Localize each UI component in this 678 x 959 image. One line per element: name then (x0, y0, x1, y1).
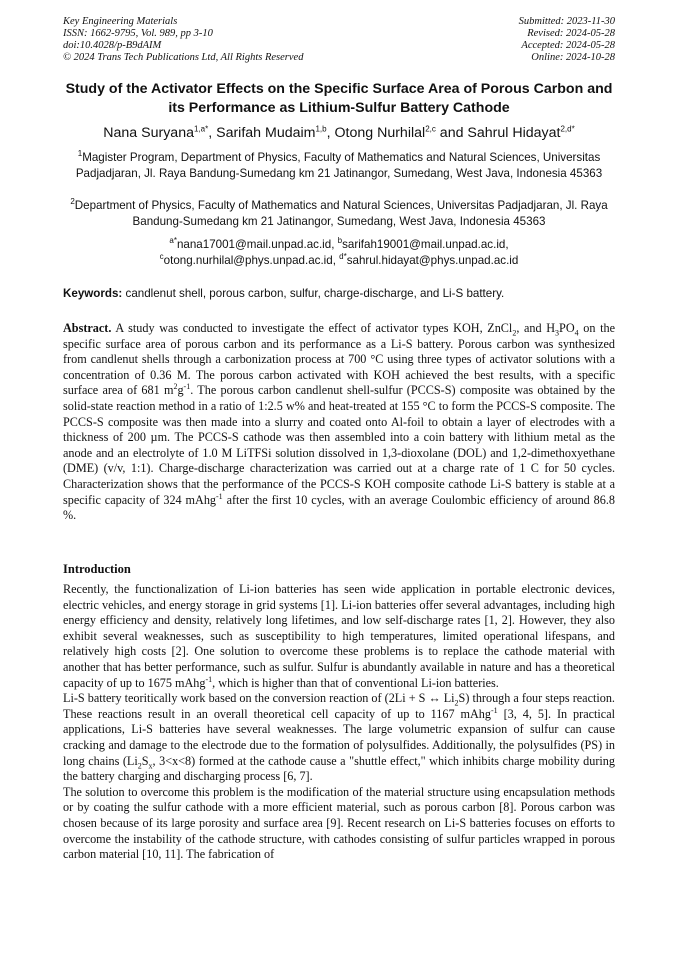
journal-header-right (519, 16, 615, 64)
superscript: 2 (173, 382, 178, 392)
section-heading-introduction: Introduction (63, 562, 131, 576)
affiliation-marker: 1 (77, 149, 83, 159)
author-list (40, 124, 638, 142)
keywords-label: Keywords: (63, 287, 123, 300)
email-link[interactable]: nana17001@mail.unpad.ac.id (176, 238, 332, 251)
abstract-label: Abstract. (63, 321, 112, 335)
abstract-text: PO (559, 321, 575, 335)
author-name: Sahrul Hidayat (467, 125, 561, 141)
paragraph-text: , which is higher than that of conventional Li-ion batteries. (212, 675, 499, 690)
affiliation-text: Magister Program, Department of Physics, Faculty of Mathematics and Natural Sciences, Universitas Padjadjaran, Jl. Raya Bandung-Sumedang km 21 Jatinangor, Sumedang, West Java, Indonesia 45363 (75, 151, 603, 180)
journal-header-left (63, 16, 303, 64)
subscript: 2 (512, 328, 517, 338)
author-separator: and (435, 125, 468, 141)
author-name: Otong Nurhilal (334, 125, 426, 141)
revised-date: Revised: 2024-05-28 (527, 28, 615, 39)
affiliation-1 (60, 150, 618, 181)
paragraph-text: S (141, 753, 149, 768)
submitted-date: Submitted: 2023-11-30 (518, 16, 615, 27)
subscript: 2 (137, 760, 142, 770)
author-separator: , (326, 125, 335, 141)
email-marker: b (337, 236, 343, 246)
paper-title: Study of the Activator Effects on the Specific Surface Area of Porous Carbon and its Performance as Lithium-Sulfur Battery Cathode (65, 81, 613, 116)
email-link[interactable]: otong.nurhilal@phys.unpad.ac.id (163, 253, 333, 267)
intro-paragraph-3: The solution to overcome this problem is the modification of the material structure using encapsulation methods or by coating the sulfur cathode with a more efficient material, such as porous carbon [8]. Porous carbon was chosen because of its large porosity and surface area [9]. Recent research on Li-S batteries focuses on efforts to overcome the instability of the cathode structure, with cathodes consisting of sulfur particles wrapped in porous carbon material [10, 11]. The fabrication of (63, 784, 615, 862)
abstract-text: A study was conducted to investigate the effect of activator types KOH, ZnCl (115, 321, 513, 335)
journal-doi: doi:10.4028/p-B9dAIM (63, 40, 162, 51)
paragraph-text: [3, 4, 5]. In practical applications, Li-S batteries have several weaknesses. The large volumetric expansion of sulfur can cause cracking and damage to the electrode due to the formation of polysulfides. Additionally, the polysulfides (PS) in long chains (Li (63, 706, 615, 768)
paragraph-text: Recently, the functionalization of Li-ion batteries has seen wide application in portable electronic devices, electric vehicles, and energy storage in grid systems [1]. Li-ion batteries offer several advantages, including high energy efficiency and density, relatively long lifetimes, and low self-discharge rates [1, 2]. However, they also exhibit several weaknesses, such as susceptibility to high temperatures, limited operational lifespans, and relatively high costs [2]. One solution to overcome these problems is to replace the cathode material with another that has better performance, such as sulfur. Sulfur is abundantly available in nature and has a theoretical capacity of up to 1675 mAhg (63, 582, 615, 690)
intro-paragraph-1 (63, 582, 615, 691)
superscript: -1 (216, 491, 223, 501)
abstract-text: , and H (516, 321, 556, 335)
journal-issn: ISSN: 1662-9795, Vol. 989, pp 3-10 (63, 28, 213, 39)
copyright-notice: © 2024 Trans Tech Publications Ltd, All Rights Reserved (63, 52, 304, 63)
email-marker: a* (169, 236, 177, 246)
intro-paragraph-2 (63, 691, 615, 785)
abstract-text: after the first 10 cycles, with an average Coulombic efficiency of around 86.8 %. (63, 492, 615, 523)
online-date: Online: 2024-10-28 (531, 52, 615, 63)
email-marker: c (159, 251, 164, 261)
abstract-text: . The porous carbon candlenut shell-sulfur (PCCS-S) composite was obtained by the solid-state reaction method in a ratio of 1:2.5 w% and heat-treated at 155 °C to form the PCCS-S composite. The PCCS-S composite was then made into a slurry and coated onto Al-foil to obtain a layer of electrodes with a thickness of 200 µm. The PCCS-S cathode was then assembled into a coin battery with lithium metal as the anode and an electrolyte of 1.0 M LiTFSi solution dissolved in 1,3-dioxolane (DOL) and 1,2-dimethoxyethane (DME) (v/v, 1:1). Charge-discharge characterization was carried out at a charge rate of 1 C for 50 cycles. Characterization shows that the performance of the PCCS-S KOH composite cathode Li-S battery is stable at a specific capacity of 324 mAhg (63, 383, 615, 507)
author-separator: , (208, 125, 217, 141)
paragraph-text: Li-S battery teoritically work based on the conversion reaction of (2Li + S ↔ Li (63, 691, 455, 706)
superscript: -1 (205, 674, 213, 684)
abstract-text: on the specific surface area of porous carbon and its performance as a Li-S battery. Porous carbon was synthesized from candlenut shells through a carbonization process at 700 °C using three types of activator solutions with a concentration of 0.36 M. The porous carbon activated with KOH achieved the best results, with a specific surface area of 681 m (63, 321, 615, 398)
superscript: -1 (183, 382, 191, 392)
accepted-date: Accepted: 2024-05-28 (521, 40, 615, 51)
subscript: 2 (454, 698, 459, 708)
affiliation-2 (60, 198, 618, 229)
keywords-line (63, 286, 615, 301)
subscript: x (148, 760, 153, 770)
author-superscript: 2,c (425, 124, 436, 134)
email-list: $^{a*}$nana17001@mail.unpad.ac.id, $^b$sarifah19001@mail.unpad.ac.id, $^c$otong.nurhilal@phys.unpad.ac.id, $^{d*}$sahrul.hidayat@phys.unpad.ac.id (159, 236, 519, 267)
paragraph-text: S) through a four steps reaction. These reactions result in an overall theoretical cell capacity of up to 1167 mAhg (63, 691, 615, 721)
author-superscript: 2,d* (560, 124, 575, 134)
email-link[interactable]: sahrul.hidayat@phys.unpad.ac.id (346, 253, 519, 267)
abstract (63, 321, 615, 524)
journal-name: Key Engineering Materials (63, 16, 178, 27)
subscript: 4 (574, 328, 579, 338)
author-name: Nana Suryana (103, 125, 194, 141)
abstract-text: g (177, 383, 184, 398)
author-superscript: 1,b (315, 124, 327, 134)
introduction-body (63, 582, 615, 863)
keywords-text: candlenut shell, porous carbon, sulfur, charge-discharge, and Li-S battery. (125, 287, 505, 300)
subscript: 3 (555, 328, 560, 338)
email-marker: d* (339, 251, 347, 261)
author-name: Sarifah Mudaim (216, 125, 316, 141)
affiliation-marker: 2 (70, 197, 75, 207)
superscript: -1 (491, 705, 498, 715)
affiliation-text: Department of Physics, Faculty of Mathematics and Natural Sciences, Universitas Padjadjaran, Jl. Raya Bandung-Sumedang km 21 Jatinangor, Sumedang, West Java, Indonesia 45363 (74, 199, 608, 228)
email-link[interactable]: sarifah19001@mail.unpad.ac.id (342, 238, 506, 251)
author-superscript: 1,a* (193, 124, 209, 134)
paragraph-text: , 3<x<8) formed at the cathode cause a "shuttle effect," which inhibits charge mobility during the battery charging and discharging process [6, 7]. (63, 753, 615, 784)
